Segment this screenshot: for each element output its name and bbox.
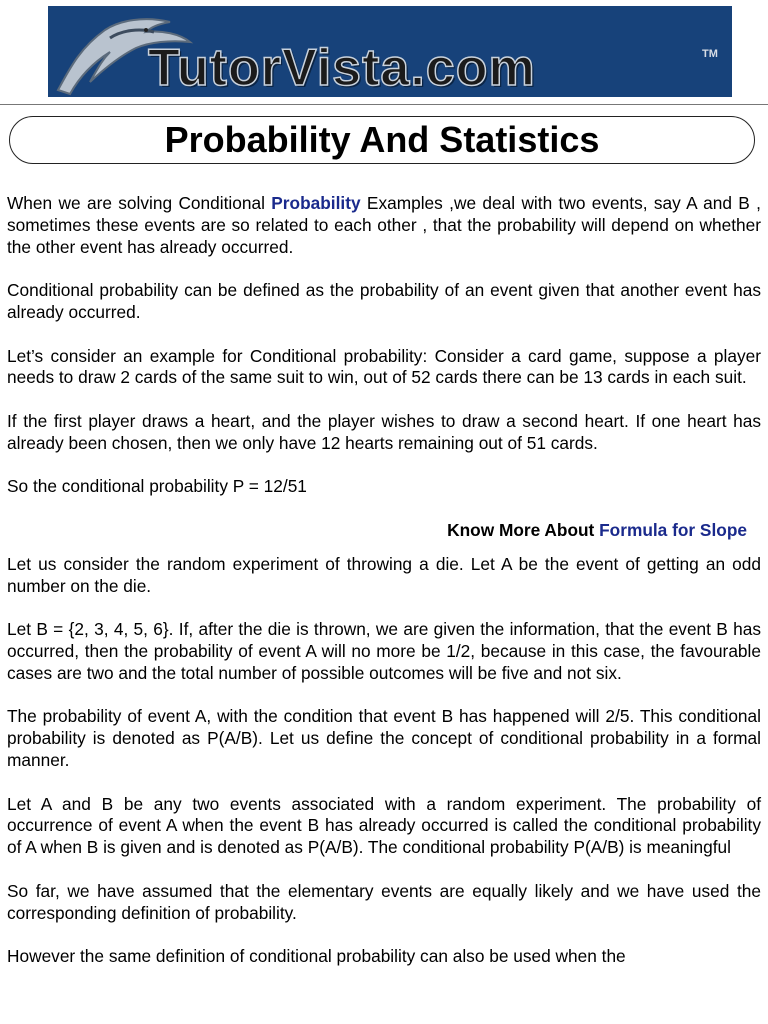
logo-text: TutorVista.com xyxy=(148,39,536,97)
paragraph: However the same definition of conditional probability can also be used when the xyxy=(7,946,626,967)
paragraph: Let us consider the random experiment of throwing a die. Let A be the event of getting an odd number on the die. xyxy=(7,553,761,596)
paragraph-text: Examples ,we deal with two events, say A and B , sometimes these events are so related to each other , that the probability will depend on whether the other event has already occurred. xyxy=(7,193,761,257)
probability-link[interactable]: Probability xyxy=(271,193,361,213)
paragraph: Let B = {2, 3, 4, 5, 6}. If, after the die is thrown, we are given the information, that the event B has occurred, then the probability of event A will no more be 1/2, because in this case, the favourable cases are two and the total number of possible outcomes will be five and not six. xyxy=(7,619,761,683)
paragraph: So the conditional probability P = 12/51 xyxy=(7,476,307,497)
formula-for-slope-link[interactable]: Formula for Slope xyxy=(599,519,747,540)
paragraph: Let’s consider an example for Conditional probability: Consider a card game, suppose a player needs to draw 2 cards of the same suit to win, out of 52 cards there can be 13 cards in each suit. xyxy=(7,345,761,388)
paragraph: Conditional probability can be defined as the probability of an event given that another event has already occurred. xyxy=(7,280,761,322)
paragraph: So far, we have assumed that the elementary events are equally likely and we have used the corresponding definition of probability. xyxy=(7,880,761,923)
page-title: Probability And Statistics xyxy=(164,119,600,160)
tutorvista-banner[interactable] xyxy=(48,6,732,97)
paragraph: The probability of event A, with the condition that event B has happened will 2/5. This conditional probability is denoted as P(A/B). Let us define the concept of conditional probability in a formal manner. xyxy=(7,706,761,770)
article-body xyxy=(7,193,761,990)
know-more-label: Know More About xyxy=(447,519,600,540)
header-divider xyxy=(0,104,768,105)
paragraph-text: When we are solving Conditional xyxy=(7,193,272,213)
paragraph: If the first player draws a heart, and the player wishes to draw a second heart. If one heart has already been chosen, then we only have 12 hearts remaining out of 51 cards. xyxy=(7,410,761,453)
paragraph: Let A and B be any two events associated with a random experiment. The probability of occurrence of event A when the event B has already occurred is called the conditional probability of A when B is given and is denoted as P(A/B). The conditional probability P(A/B) is meaningful xyxy=(7,793,761,858)
logo-trademark: TM xyxy=(702,48,718,60)
paragraph xyxy=(7,193,761,258)
title-box xyxy=(9,116,755,164)
know-more-line xyxy=(7,520,747,542)
